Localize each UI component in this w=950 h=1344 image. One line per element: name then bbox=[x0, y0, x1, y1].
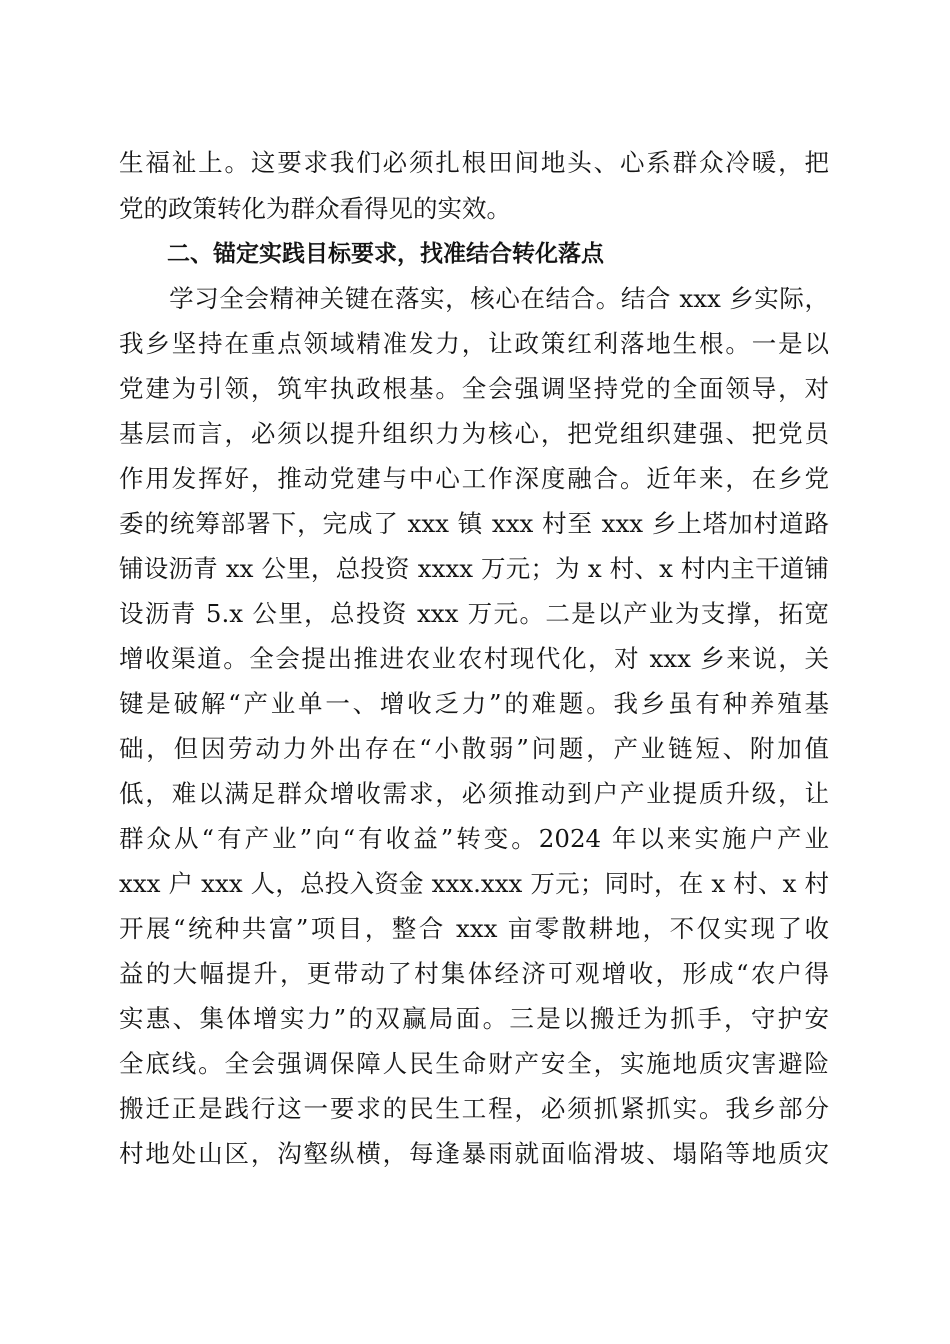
body-text-line: 委的统筹部署下，完成了 xxx 镇 xxx 村至 xxx 乡上塔加村道路 bbox=[119, 509, 829, 538]
body-text-line: xxx 户 xxx 人，总投入资金 xxx.xxx 万元；同时，在 x 村、x 村 bbox=[119, 869, 829, 898]
body-text-line: 党建为引领，筑牢执政根基。全会强调坚持党的全面领导，对 bbox=[119, 374, 829, 403]
body-text-line: 全底线。全会强调保障人民生命财产安全，实施地质灾害避险 bbox=[119, 1049, 829, 1078]
body-text-line: 学习全会精神关键在落实，核心在结合。结合 xxx 乡实际， bbox=[119, 284, 829, 313]
body-text-line: 实惠、集体增实力”的双赢局面。三是以搬迁为抓手，守护安 bbox=[119, 1004, 829, 1033]
body-text-line: 搬迁正是践行这一要求的民生工程，必须抓紧抓实。我乡部分 bbox=[119, 1094, 829, 1123]
body-text-line: 群众从“有产业”向“有收益”转变。2024 年以来实施户产业 bbox=[119, 824, 829, 853]
body-text-line: 设沥青 5.x 公里，总投资 xxx 万元。二是以产业为支撑，拓宽 bbox=[119, 599, 829, 628]
body-text-line: 我乡坚持在重点领域精准发力，让政策红利落地生根。一是以 bbox=[119, 329, 829, 358]
section-heading: 二、锚定实践目标要求，找准结合转化落点 bbox=[167, 241, 604, 267]
body-text-line: 开展“统种共富”项目，整合 xxx 亩零散耕地，不仅实现了收 bbox=[119, 914, 829, 943]
body-text-line: 增收渠道。全会提出推进农业农村现代化，对 xxx 乡来说，关 bbox=[119, 644, 829, 673]
body-text-line: 村地处山区，沟壑纵横，每逢暴雨就面临滑坡、塌陷等地质灾 bbox=[119, 1139, 829, 1168]
body-text-line: 基层而言，必须以提升组织力为核心，把党组织建强、把党员 bbox=[119, 419, 829, 448]
body-text-line: 础，但因劳动力外出存在“小散弱”问题，产业链短、附加值 bbox=[119, 734, 829, 763]
body-text-line: 作用发挥好，推动党建与中心工作深度融合。近年来，在乡党 bbox=[119, 464, 829, 493]
body-text-line: 键是破解“产业单一、增收乏力”的难题。我乡虽有种养殖基 bbox=[119, 689, 829, 718]
body-text-line: 益的大幅提升，更带动了村集体经济可观增收，形成“农户得 bbox=[119, 959, 829, 988]
body-text-line: 铺设沥青 xx 公里，总投资 xxxx 万元；为 x 村、x 村内主干道铺 bbox=[119, 554, 829, 583]
body-text-line: 生福祉上。这要求我们必须扎根田间地头、心系群众冷暖，把 bbox=[119, 148, 829, 177]
body-text-line: 低，难以满足群众增收需求，必须推动到户产业提质升级，让 bbox=[119, 779, 829, 808]
body-text-line: 党的政策转化为群众看得见的实效。 bbox=[119, 194, 511, 223]
